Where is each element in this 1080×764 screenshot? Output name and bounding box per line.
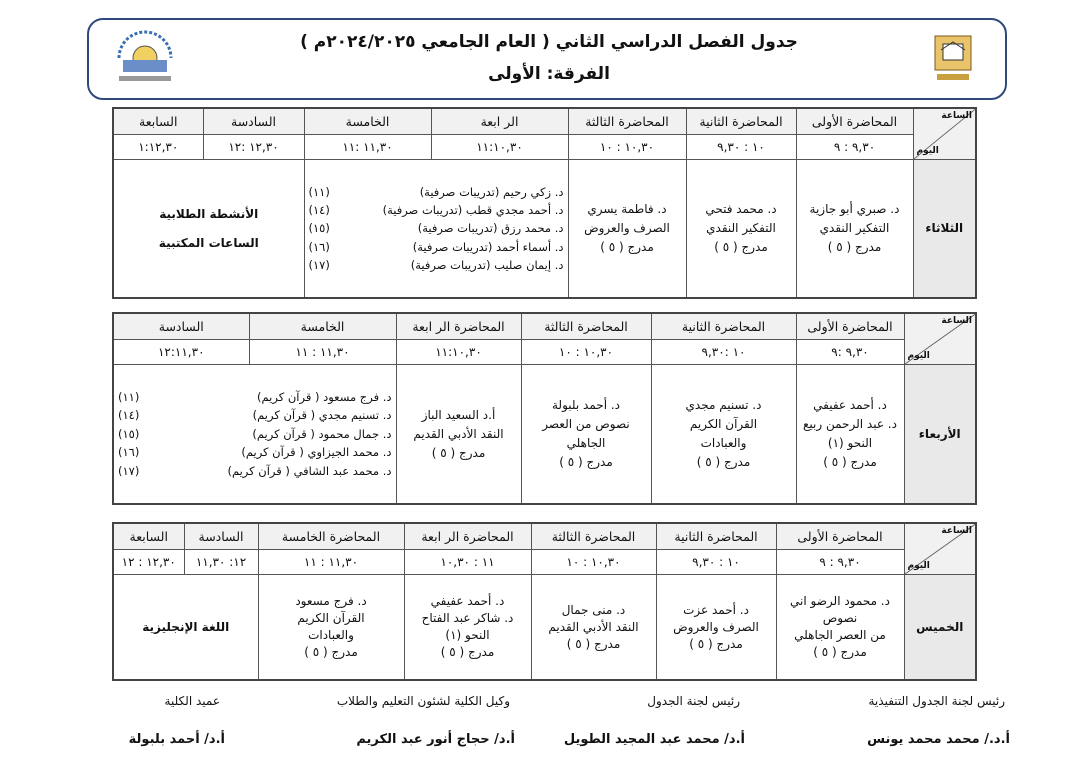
lecture-cell — [396, 365, 521, 505]
cell-line: الصرف والعروض — [584, 221, 670, 235]
lecture-cell — [258, 575, 404, 681]
period-header: الر ابعة — [431, 108, 568, 135]
cell-line: د. محمد فتحي — [705, 202, 777, 216]
section-instructor: د. محمد الجيزاوي ( قرآن كريم) — [241, 445, 392, 460]
cell-line: د. أحمد عفيفي — [430, 594, 505, 608]
period-time: ١٠ : ٩,٣٠ — [686, 135, 796, 160]
period-header: المحاضرة الثالثة — [568, 108, 686, 135]
day-cell: الخميس — [904, 575, 976, 681]
cell-line: د. صبري أبو جازية — [809, 202, 900, 216]
section-number: (١٧) — [308, 258, 330, 273]
section-list — [114, 390, 396, 478]
cell-line: الجاهلي — [566, 436, 606, 450]
period-time: ١٠ :٩,٣٠ — [651, 340, 796, 365]
period-time: ١١:١٠,٣٠ — [431, 135, 568, 160]
period-header: المحاضرة الأولى — [796, 313, 904, 340]
section-instructor: د. زكي رحيم (تدريبات صرفية) — [419, 184, 564, 199]
list-item — [309, 240, 564, 254]
cell-line: نصوص — [822, 611, 858, 625]
signatory-name: أ.د/ أحمد بلبولة — [128, 732, 225, 747]
section-number: (١١) — [118, 390, 140, 405]
faculty-logo-icon — [109, 28, 181, 88]
section-instructor: د. أحمد مجدي قطب (تدريبات صرفية) — [382, 202, 564, 217]
period-header: السابعة — [113, 523, 184, 550]
period-header: المحاضرة الثالثة — [531, 523, 656, 550]
cell-line: الساعات المكتبية — [158, 235, 259, 250]
section-instructor: د. فرج مسعود ( قرآن كريم) — [257, 390, 392, 405]
cell-line: مدرج ( ٥ ) — [823, 455, 877, 469]
period-header: السادسة — [203, 108, 304, 135]
page-title: جدول الفصل الدراسي الثاني ( العام الجامعي ٢٠٢٤/٢٠٢٥م ) — [300, 32, 798, 52]
cell-line: مدرج ( ٥ ) — [827, 240, 882, 254]
period-time: ١٢,٣٠ : ١٢ — [113, 550, 184, 575]
cell-line: مدرج ( ٥ ) — [689, 636, 743, 651]
cell-line: مدرج ( ٥ ) — [696, 455, 751, 469]
page-subtitle: الفرقة: الأولى — [488, 64, 610, 84]
period-header: المحاضرة الأولى — [776, 523, 904, 550]
section-number: (١٤) — [308, 202, 330, 217]
cell-line: د. فرج مسعود — [295, 594, 367, 608]
period-header: المحاضرة الثانية — [651, 313, 796, 340]
cell-line: التفكير النقدي — [819, 221, 890, 235]
section-instructor: د. جمال محمود ( قرآن كريم) — [252, 426, 392, 441]
period-time: ١٠,٣٠ : ١٠ — [568, 135, 686, 160]
cell-line: مدرج ( ٥ ) — [440, 645, 495, 659]
section-list-cell — [113, 365, 396, 505]
section-number: (١٦) — [118, 445, 140, 460]
list-item — [309, 185, 564, 199]
signatory-name: أ.د/ محمد عبد المجيد الطويل — [563, 732, 745, 747]
period-time: ١٢,٣٠ :١٢ — [203, 135, 304, 160]
cell-line: أ.د السعيد الباز — [421, 407, 496, 422]
period-time: ١٠ : ٩,٣٠ — [656, 550, 776, 575]
cell-line: د. شاكر عبد الفتاح — [421, 611, 514, 625]
period-time: ١٢: ١١,٣٠ — [184, 550, 258, 575]
cell-line: اللغة الإنجليزية — [142, 619, 230, 634]
period-time: ١١,٣٠ : ١١ — [258, 550, 404, 575]
day-cell: الأربعاء — [904, 365, 976, 505]
section-number: (١٥) — [118, 426, 140, 441]
cell-line: النقد الأدبي القديم — [548, 619, 639, 634]
list-item — [309, 221, 564, 235]
section-list-cell — [304, 160, 568, 299]
lecture-cell — [113, 160, 304, 299]
cell-line: الأنشطة الطلابية — [159, 206, 259, 221]
list-item — [309, 258, 564, 272]
cell-line: النحو (١) — [445, 628, 490, 642]
cell-line: نصوص من العصر — [542, 417, 630, 431]
lecture-cell — [531, 575, 656, 681]
section-number: (١٧) — [118, 463, 140, 478]
cell-line: مدرج ( ٥ ) — [431, 445, 486, 460]
corner-header — [904, 523, 976, 575]
cell-line: مدرج ( ٥ ) — [304, 645, 358, 659]
schedule-table-1 — [112, 312, 977, 505]
signatory-title: رئيس لجنة الجدول — [647, 694, 740, 708]
cell-line: مدرج ( ٥ ) — [559, 455, 613, 469]
period-header: المحاضرة الثالثة — [521, 313, 651, 340]
list-item — [118, 390, 392, 404]
lecture-cell — [796, 365, 904, 505]
cell-line: مدرج ( ٥ ) — [600, 240, 654, 254]
cell-line: مدرج ( ٥ ) — [813, 645, 867, 659]
schedule-table-0 — [112, 107, 977, 299]
period-time: ٩,٣٠ :٩ — [796, 340, 904, 365]
schedule-table-2 — [112, 522, 977, 681]
cell-line: القرآن الكريم — [689, 417, 758, 431]
section-number: (١١) — [308, 184, 330, 199]
day-label: اليوم — [916, 145, 939, 156]
lecture-cell — [651, 365, 796, 505]
hour-label: الساعة — [941, 526, 972, 536]
section-number: (١٦) — [308, 239, 330, 254]
period-time: ١٢:١١,٣٠ — [113, 340, 249, 365]
day-label: اليوم — [907, 560, 930, 571]
period-time: ١١:١٠,٣٠ — [396, 340, 521, 365]
lecture-cell — [796, 160, 913, 299]
cell-line: د. تسنيم مجدي — [685, 398, 762, 412]
period-header: السادسة — [184, 523, 258, 550]
period-time: ١٠,٣٠ : ١٠ — [531, 550, 656, 575]
period-header: المحاضرة الخامسة — [258, 523, 404, 550]
list-item — [118, 408, 392, 422]
section-instructor: د. محمد رزق (تدريبات صرفية) — [417, 221, 564, 236]
list-item — [118, 427, 392, 441]
signatory-name: أ.د./ محمد محمد يونس — [867, 732, 1010, 747]
cell-line: د. أحمد بلبولة — [552, 398, 620, 412]
list-item — [309, 203, 564, 217]
period-time: ١١,٣٠ : ١١ — [249, 340, 396, 365]
list-item — [118, 464, 392, 478]
lecture-cell — [656, 575, 776, 681]
day-label: اليوم — [907, 350, 930, 361]
section-number: (١٥) — [308, 221, 330, 236]
period-header: الخامسة — [304, 108, 431, 135]
period-header: المحاضرة الثانية — [686, 108, 796, 135]
cell-line: د. أحمد عزت — [683, 602, 749, 617]
cell-line: د. محمود الرضو اني — [790, 594, 890, 608]
period-header: السابعة — [113, 108, 203, 135]
period-header: المحاضرة الر ابعة — [404, 523, 531, 550]
corner-header — [904, 313, 976, 365]
period-time: ١١,٣٠ :١١ — [304, 135, 431, 160]
signatory-title: رئيس لجنة الجدول التنفيذية — [868, 694, 1005, 708]
signatory-name: أ.د/ حجاج أنور عبد الكريم — [356, 732, 515, 747]
cell-line: د. منى جمال — [561, 602, 626, 617]
period-header: المحاضرة الثانية — [656, 523, 776, 550]
cell-line: والعبادات — [308, 628, 354, 642]
signatory-title: عميد الكلية — [164, 694, 220, 708]
cell-line: مدرج ( ٥ ) — [714, 240, 768, 254]
section-instructor: د. محمد عبد الشافي ( قرآن كريم) — [227, 463, 392, 478]
university-logo-icon — [931, 30, 975, 86]
cell-line: القرآن الكريم — [297, 611, 365, 625]
period-header: المحاضرة الأولى — [796, 108, 913, 135]
lecture-cell — [776, 575, 904, 681]
cell-line: د. فاطمة يسري — [587, 202, 667, 216]
lecture-cell — [113, 575, 258, 681]
section-instructor: د. أسماء أحمد (تدريبات صرفية) — [412, 239, 564, 254]
cell-line: من العصر الجاهلي — [794, 628, 886, 642]
signatory-title: وكيل الكلية لشئون التعليم والطلاب — [336, 694, 510, 708]
header-box — [87, 18, 1007, 100]
lecture-cell — [568, 160, 686, 299]
cell-line: والعبادات — [700, 436, 747, 450]
lecture-cell — [521, 365, 651, 505]
section-list — [305, 185, 568, 273]
cell-line: د. عبد الرحمن ربيع — [803, 417, 897, 431]
hour-label: الساعة — [941, 111, 972, 121]
day-cell: الثلاثاء — [913, 160, 976, 299]
lecture-cell — [404, 575, 531, 681]
period-time: ٩,٣٠ : ٩ — [796, 135, 913, 160]
cell-line: الصرف والعروض — [673, 619, 759, 634]
period-header: السادسة — [113, 313, 249, 340]
section-instructor: د. تسنيم مجدي ( قرآن كريم) — [252, 408, 392, 423]
cell-line: النحو (١) — [827, 436, 873, 450]
period-time: ١:١٢,٣٠ — [113, 135, 203, 160]
lecture-cell — [686, 160, 796, 299]
period-time: ١١ : ١٠,٣٠ — [404, 550, 531, 575]
period-time: ١٠,٣٠ : ١٠ — [521, 340, 651, 365]
cell-line: مدرج ( ٥ ) — [566, 636, 621, 651]
period-header: المحاضرة الر ابعة — [396, 313, 521, 340]
period-time: ٩,٣٠ : ٩ — [776, 550, 904, 575]
cell-line: النقد الأدبي القديم — [413, 426, 504, 441]
hour-label: الساعة — [941, 316, 972, 326]
period-header: الخامسة — [249, 313, 396, 340]
cell-line: التفكير النقدي — [706, 221, 776, 235]
corner-header — [913, 108, 976, 160]
section-instructor: د. إيمان صليب (تدريبات صرفية) — [410, 258, 564, 273]
list-item — [118, 445, 392, 459]
section-number: (١٤) — [118, 408, 140, 423]
cell-line: د. أحمد عفيفي — [813, 398, 887, 412]
